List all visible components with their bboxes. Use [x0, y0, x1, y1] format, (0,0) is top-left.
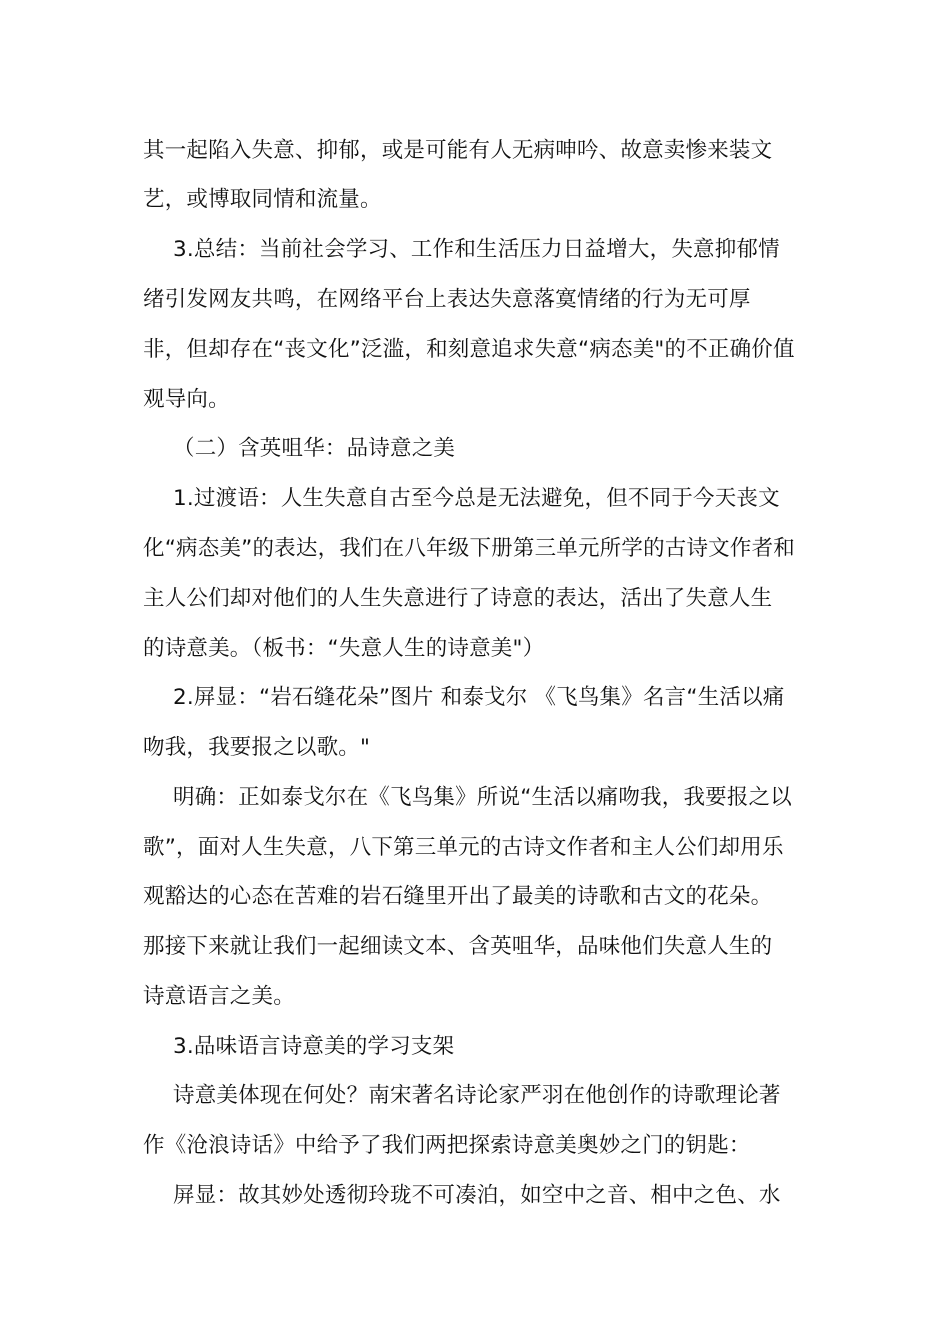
text-line: 其一起陷入失意、抑郁，或是可能有人无病呻吟、故意卖惨来装文: [143, 138, 773, 163]
text-line: 的诗意美。（板书：“失意人生的诗意美"）: [143, 636, 545, 661]
text-line: 吻我，我要报之以歌。": [143, 735, 371, 760]
text-line: 作《沧浪诗话》中给予了我们两把探索诗意美奥妙之门的钥匙：: [143, 1133, 751, 1158]
paragraph-summary: 3.总结：当前社会学习、工作和生活压力日益增大，失意抑郁情: [173, 237, 780, 262]
text-line: 化“病态美”的表达，我们在八年级下册第三单元所学的古诗文作者和: [143, 536, 795, 561]
text-line: 非，但却存在“丧文化”泛滥，和刻意追求失意“病态美"的不正确价值: [143, 337, 795, 362]
text-line: 艺，或博取同情和流量。: [143, 187, 382, 212]
text-line: 绪引发网友共鸣，在网络平台上表达失意落寞情绪的行为无可厚: [143, 287, 751, 312]
paragraph-display-quote: 屏显：故其妙处透彻玲珑不可凑泊，如空中之音、相中之色、水: [173, 1183, 781, 1208]
text-line: 诗意语言之美。: [143, 984, 295, 1009]
paragraph-display: 2.屏显：“岩石缝花朵”图片 和泰戈尔 《飞鸟集》名言“生活以痛: [173, 685, 785, 710]
text-line: 观豁达的心态在苦难的岩石缝里开出了最美的诗歌和古文的花朵。: [143, 884, 773, 909]
text-line: 歌”，面对人生失意，八下第三单元的古诗文作者和主人公们却用乐: [143, 835, 784, 860]
paragraph-scaffold: 3.品味语言诗意美的学习支架: [173, 1034, 455, 1059]
section-heading: （二）含英咀华：品诗意之美: [173, 436, 456, 461]
paragraph-poetic: 诗意美体现在何处？南宋著名诗论家严羽在他创作的诗歌理论著: [173, 1083, 781, 1108]
text-line: 主人公们却对他们的人生失意进行了诗意的表达，活出了失意人生: [143, 586, 773, 611]
paragraph-transition: 1.过渡语：人生失意自古至今总是无法避免，但不同于今天丧文: [173, 486, 780, 511]
text-line: 那接下来就让我们一起细读文本、含英咀华，品味他们失意人生的: [143, 934, 773, 959]
text-line: 观导向。: [143, 387, 230, 412]
paragraph-clarify: 明确：正如泰戈尔在《飞鸟集》所说“生活以痛吻我，我要报之以: [173, 785, 792, 810]
